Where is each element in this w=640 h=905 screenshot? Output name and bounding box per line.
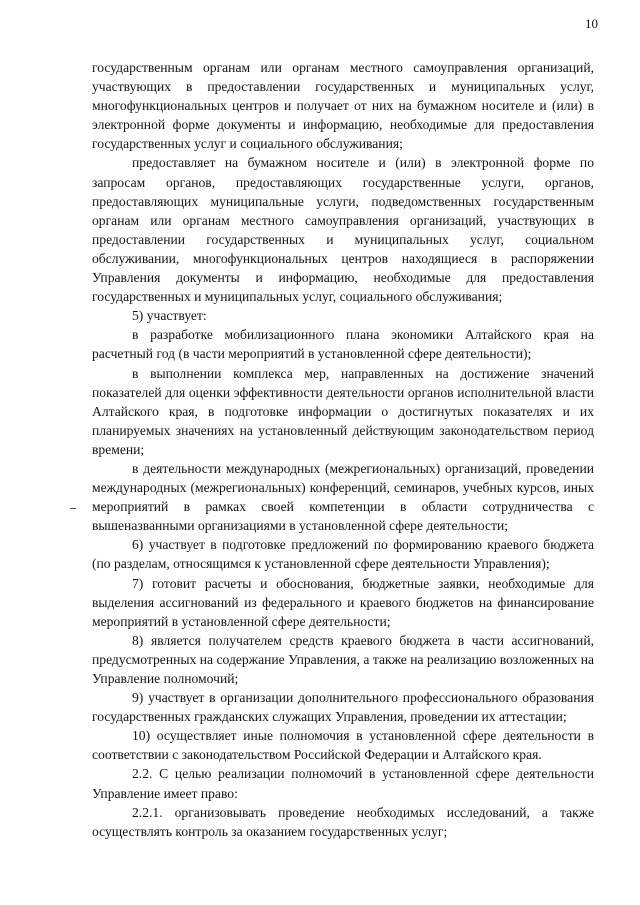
paragraph-mobilization-plan: в разработке мобилизационного плана экономики Алтайского края на расчетный год (в части мероприятий в установленной сфере деятельности); xyxy=(92,327,594,362)
paragraph-item-8: 8) является получателем средств краевого бюджета в части ассигнований, предусмотренных на содержание Управления, а также на реализацию возложенных на Управление полномочий; xyxy=(92,632,594,686)
paragraph-item-6: 6) участвует в подготовке предложений по формированию краевого бюджета (по разделам, относящимся к установленной сфере деятельности Управления); xyxy=(92,537,594,572)
paragraph-item-7: 7) готовит расчеты и обоснования, бюджетные заявки, необходимые для выделения ассигнований из федерального и краевого бюджетов на финансирование мероприятий в установленной сфере деятельности; xyxy=(92,575,594,629)
paragraph-item-10: 10) осуществляет иные полномочия в установленной сфере деятельности в соответствии с законодательством Российской Федерации и Алтайского края. xyxy=(92,728,594,763)
paragraph-provides-documents: предоставляет на бумажном носителе и (или) в электронной форме по запросам органов, предоставляющих государственные услуги, органов, предоставляющих муниципальные услуги, подведомственных государственным органам или органам местного самоуправления организаций, участвующих в предоставлении государственных и муниципальных услуг, социальном обслуживании, многофункциональных центров находящиеся в распоряжении Управления документы и информацию, необходимые для предоставления государственных и муниципальных услуг, социального обслуживания; xyxy=(92,155,594,305)
page-number: 10 xyxy=(585,16,598,31)
paragraph-section-2-2: 2.2. С целью реализации полномочий в установленной сфере деятельности Управление имеет право: xyxy=(92,766,594,801)
paragraph-section-2-2-1: 2.2.1. организовывать проведение необходимых исследований, а также осуществлять контроль за оказанием государственных услуг; xyxy=(92,804,594,839)
paragraph-international-activity: в деятельности международных (межрегиональных) организаций, проведении международных (межрегиональных) конференций, семинаров, учебных курсов, иных мероприятий в рамках своей компетенции в области сотрудничества с вышеназванными организациями в установленной сфере деятельности; xyxy=(92,460,594,534)
paragraph-item-5: 5) участвует: xyxy=(132,308,207,324)
paragraph-item-9: 9) участвует в организации дополнительного профессионального образования государственных гражданских служащих Управления, проведении их аттестации; xyxy=(92,690,594,725)
paragraph-continuation: государственным органам или органам местного самоуправления организаций, участвующих в предоставлении государственных и муниципальных услуг, многофункциональных центров и получает от них на бумажном носителе и (или) в электронной форме документы и информацию, необходимые для предоставления государственных услуг и социального обслуживания; xyxy=(92,60,594,152)
document-body xyxy=(92,58,594,841)
paragraph-efficiency-measures: в выполнении комплекса мер, направленных на достижение значений показателей для оценки эффективности деятельности органов исполнительной власти Алтайского края, в подготовке информации о достигнутых показателях и их планируемых значениях на установленный действующим законодательством период времени; xyxy=(92,365,594,457)
margin-mark xyxy=(70,508,76,509)
